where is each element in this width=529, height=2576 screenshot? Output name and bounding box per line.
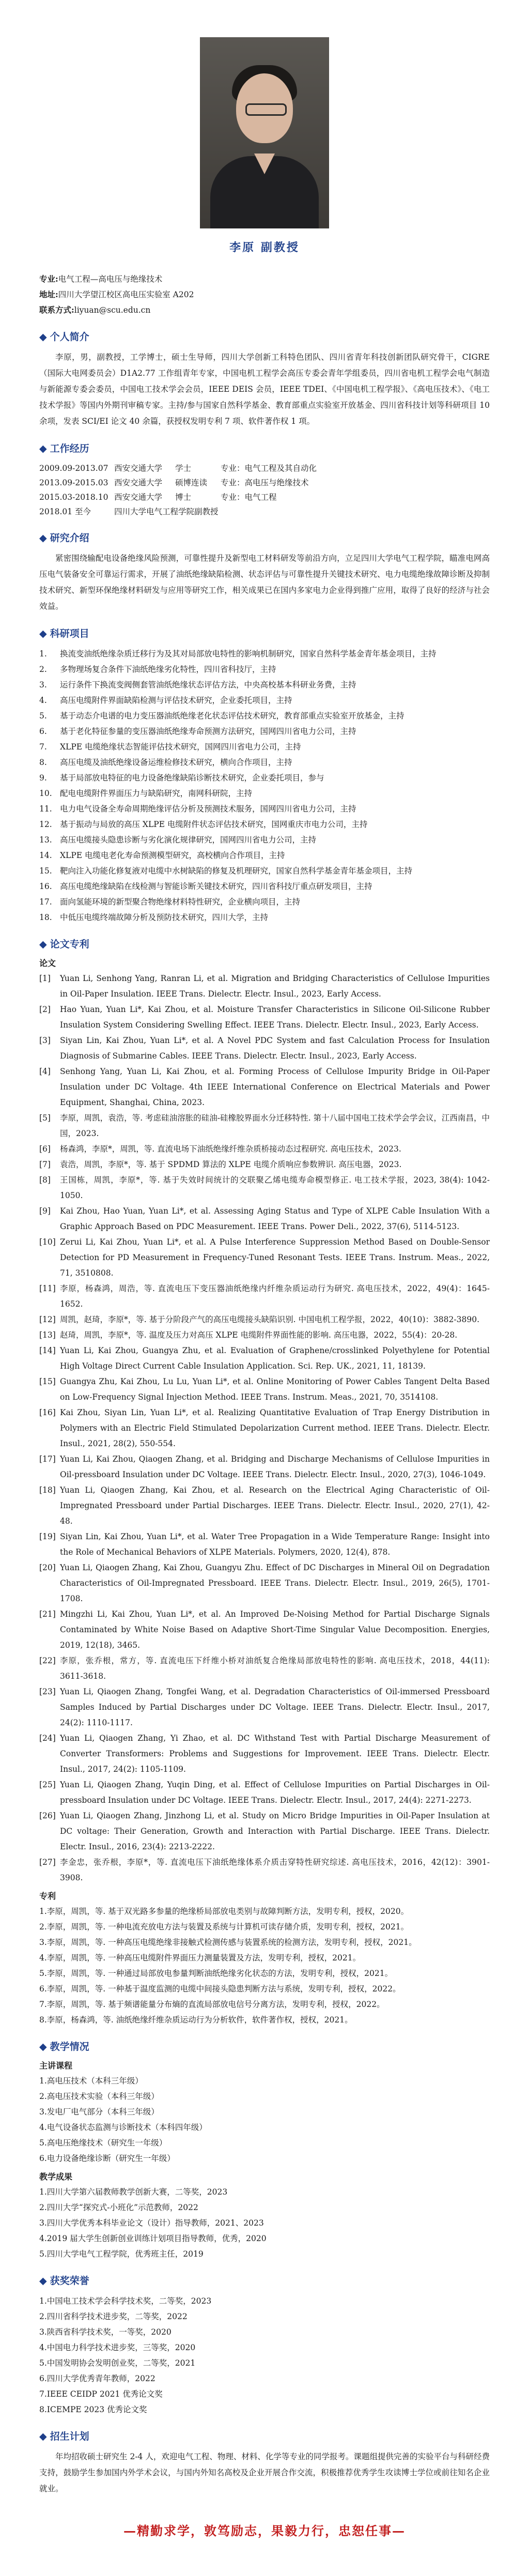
diamond-icon: ◆: [39, 939, 47, 950]
work-major: 专业：电气工程: [221, 493, 277, 502]
course-item: 1.高电压技术（本科三年级）: [39, 2076, 143, 2086]
project-item: [39, 770, 490, 786]
intro-text: 李原，男，副教授，工学博士，硕士生导师，四川大学创新工科特色团队、四川省青年科技创新团队研究骨干，CIGRE（国际大电网委员会）D1A2.77 工作组青年专家，中国电机工程学会高压专委会青年学组委员，四川省电机工程学会电气制造与新能源专委会委员，中国电工技术学会会员，IEEE DEIS 会员，IEEE TDEI、《中国电机工程学报》、《高电压技术》、《电工技术学报》等国内外期刊审稿专家。主持/参与国家自然科学基金、教育部重点实验室开放基金、四川省科技计划等科研项目 10 余项，发表 SCI/EI 论文 40 余篇，获授权发明专利 7 项、软件著作权 1 项。: [39, 352, 490, 426]
paper-item: [39, 1327, 490, 1343]
section-recruit-label: 招生计划: [50, 2431, 89, 2442]
section-projects-title: [39, 626, 490, 640]
paper-item-text: Yuan Li, Qiaogen Zhang, Yuqin Ding, et al. Effect of Cellulose Impurities on Partial Discharges in Oil-pressboard Insulation under DC Voltage. IEEE Trans. Dielectr. Electr. Insul., 2017, 24(4): 2271-2273.: [60, 1780, 490, 1805]
address-value: 四川大学望江校区高电压实验室 A202: [58, 290, 194, 299]
project-item-number: 14.: [39, 851, 52, 860]
paper-item: [39, 1606, 490, 1653]
project-item: [39, 801, 490, 817]
paper-item-text: 袁浩，周凯，李原*，等. 基于 SPDMD 算法的 XLPE 电缆介质响应参数辨识. 高压电器，2023.: [60, 1160, 402, 1169]
paper-item-text: Hao Yuan, Yuan Li*, Kai Zhou, et al. Moisture Transfer Characteristics in Silicone Oil-Silicone Rubber Insulation System Considering Swelling Effect. IEEE Trans. Dielectr. Electr. Insul., 2023, Early Access.: [60, 1005, 490, 1030]
project-item-text: 高压电缆绝缘缺陷在线检测与智能诊断关键技术研究，四川省科技厅重点研发项目，主持: [60, 882, 372, 891]
paper-item: [39, 1451, 490, 1482]
section-awards-label: 获奖荣誉: [50, 2275, 89, 2287]
section-research-title: [39, 530, 490, 544]
project-item-text: 基于老化特征参量的变压器油纸绝缘寿命预测方法研究，国网四川省电力公司，主持: [60, 727, 356, 736]
project-list: [39, 646, 490, 925]
award-list: [39, 2293, 490, 2417]
section-recruit-title: [39, 2429, 490, 2443]
portrait-area: [39, 0, 490, 231]
work-degree: 博士: [175, 493, 192, 502]
paper-item-number: [13]: [39, 1330, 56, 1340]
diamond-icon: ◆: [39, 331, 47, 343]
paper-item-number: [16]: [39, 1408, 56, 1417]
project-item-number: 7.: [39, 742, 47, 752]
paper-item-text: 赵琦，周凯，李原*，等. 温度及压力对高压 XLPE 电缆附件界面性能的影响. 高压电器，2022，55(4)：20-28.: [60, 1330, 458, 1340]
patent-item: 5.李原，周凯，等. 一种通过局部放电参量判断油纸绝缘劣化状态的方法，发明专利，授权，2021。: [39, 1969, 393, 1978]
paper-item-number: [1]: [39, 974, 51, 983]
diamond-icon: ◆: [39, 628, 47, 639]
paper-item-number: [18]: [39, 1485, 56, 1495]
diamond-icon: ◆: [39, 443, 47, 454]
project-item-text: XLPE 电缆绝缘状态智能评估技术研究，国网四川省电力公司，主持: [60, 742, 301, 752]
work-row: [39, 476, 490, 490]
paper-item: [39, 971, 490, 1002]
portrait-glasses: [245, 103, 287, 116]
major-value: 电气工程—高电压与绝缘技术: [58, 274, 163, 284]
work-date: 2013.09-2015.03: [39, 478, 108, 487]
project-item: [39, 863, 490, 879]
paper-item-number: [21]: [39, 1609, 56, 1619]
paper-item-text: 李原，张乔根，常方，等. 直流电压下纤维小桥对油纸复合绝缘局部放电特性的影响. 高电压技术，2018，44(11): 3611-3618.: [60, 1656, 490, 1681]
patent-item: 4.李原，周凯，等. 一种高压电缆附件界面压力测量装置及方法，发明专利，授权，2021。: [39, 1953, 361, 1962]
paper-item: [39, 1684, 490, 1730]
paper-item-number: [22]: [39, 1656, 56, 1665]
paper-item-text: Yuan Li, Kai Zhou, Guangya Zhu, et al. Evaluation of Graphene/crosslinked Polyethylene for Potential High Voltage Direct Current Cable Insulation Application. Sci. Rep. UK., 2021, 11, 18139.: [60, 1346, 490, 1371]
work-date: 2009.09-2013.07: [39, 464, 108, 473]
project-item-text: 运行条件下换流变阀侧套管油纸绝缘状态评估方法，中央高校基本科研业务费，主持: [60, 680, 356, 689]
patent-item: 2.李原，周凯，等. 一种电流充放电方法与装置及系统与计算机可读存储介质，发明专利，授权，2021。: [39, 1922, 409, 1931]
paper-item-text: Yuan Li, Senhong Yang, Ranran Li, et al. Migration and Bridging Characteristics of Cellulose Impurities in Oil-Paper Insulation. IEEE Trans. Dielectr. Electr. Insul., 2023, Early Access.: [60, 974, 490, 999]
section-papers-title: [39, 937, 490, 950]
project-item-text: 高压电缆及油纸绝缘设备运维检修技术研究，横向合作项目，主持: [60, 758, 292, 767]
work-date: 2015.03-2018.10: [39, 493, 108, 502]
portrait-photo: [200, 37, 329, 228]
paper-item-number: [9]: [39, 1206, 51, 1216]
work-major: 专业：高电压与绝缘技术: [221, 478, 309, 487]
patent-item: 3.李原，周凯，等. 一种高压电缆绝缘非接触式检测传感与装置系统的检测方法，发明专利，授权，2021。: [39, 1938, 417, 1947]
recruit-text: 年均招收硕士研究生 2-4 人，欢迎电气工程、物理、材料、化学等专业的同学报考。课题组提供完善的实验平台与科研经费支持，鼓励学生参加国内外学术会议，与国内外知名高校及企业开展合作交流，积极推荐优秀学生攻读博士学位或前往知名企业就业。: [39, 2452, 490, 2493]
work-row: [39, 461, 490, 476]
project-item-number: 2.: [39, 665, 47, 674]
paper-item-number: [2]: [39, 1005, 51, 1014]
project-item-number: 4.: [39, 696, 47, 705]
diamond-icon: ◆: [39, 532, 47, 544]
motto: —精勤求学，敦笃励志，果毅力行，忠恕任事—: [123, 2523, 406, 2538]
paper-item-text: Yuan Li, Qiaogen Zhang, Tongfei Wang, et al. Degradation Characteristics of Oil-immersed Pressboard Samples Induced by Partial Discharges under DC Voltage. IEEE Trans. Dielectr. Electr. Insul., 2017, 24(2): 1110-1117.: [60, 1687, 490, 1727]
patent-list: [39, 1904, 490, 2028]
name-title: 李原 副教授: [229, 241, 300, 254]
paper-item-number: [23]: [39, 1687, 56, 1696]
section-papers-label: 论文专利: [50, 939, 89, 950]
course-item: 2.高电压技术实验（本科三年级）: [39, 2092, 159, 2101]
patents-subtitle: 专利: [39, 1891, 56, 1901]
project-item-text: 基于动态介电谱的电力变压器油纸绝缘老化状态评估技术研究，教育部重点实验室开放基金，主持: [60, 711, 404, 720]
paper-item: [39, 1730, 490, 1777]
paper-item-number: [17]: [39, 1454, 56, 1464]
award-item: 5.中国发明协会发明创业奖，二等奖，2021: [39, 2358, 196, 2368]
project-item: [39, 894, 490, 910]
paper-item-text: Kai Zhou, Hao Yuan, Yuan Li*, et al. Assessing Aging Status and Type of XLPE Cable Insulation With a Graphic Approach Based on PDC Measurement. IEEE Trans. Power Deli., 2022, 37(6), 5114-5123.: [60, 1206, 490, 1231]
section-intro-title: [39, 329, 490, 343]
paper-item-text: Siyan Lin, Kai Zhou, Yuan Li*, et al. Water Tree Propagation in a Wide Temperature Range: Insight into the Role of Mechanical Behaviors of XLPE Materials. Polymers, 2020, 12(4), 878.: [60, 1532, 490, 1557]
contact-label: 联系方式:: [39, 305, 74, 315]
work-date: 2018.01 至今: [39, 507, 91, 516]
courses-subtitle: 主讲课程: [39, 2061, 73, 2071]
teaching-result-item: 3.四川大学优秀本科毕业论文（设计）指导教师，2021、2023: [39, 2218, 264, 2228]
course-item: 3.发电厂电气部分（本科三年级）: [39, 2107, 159, 2117]
paper-item-number: [25]: [39, 1780, 56, 1789]
project-item-number: 15.: [39, 866, 52, 876]
paper-item-number: [6]: [39, 1144, 51, 1154]
project-item-number: 9.: [39, 773, 47, 783]
paper-item: [39, 1110, 490, 1141]
paper-item-number: [20]: [39, 1563, 56, 1572]
address-label: 地址:: [39, 289, 58, 299]
paper-item-number: [27]: [39, 1858, 56, 1867]
award-item: 6.四川大学优秀青年教师，2022: [39, 2374, 155, 2383]
project-item-number: 18.: [39, 913, 52, 922]
work-position: 四川大学电气工程学院副教授: [114, 507, 219, 516]
project-item-number: 11.: [39, 804, 52, 814]
work-school: 西安交通大学: [114, 493, 163, 502]
paper-item: [39, 1343, 490, 1374]
project-item-text: 多物理场复合条件下油纸绝缘劣化特性，四川省科技厅，主持: [60, 665, 276, 674]
section-work-label: 工作经历: [50, 443, 89, 454]
course-item: 4.电气设备状态监测与诊断技术（本科四年级）: [39, 2123, 207, 2132]
paper-item: [39, 1033, 490, 1064]
award-item: 2.四川省科学技术进步奖，二等奖，2022: [39, 2312, 188, 2321]
award-item: 1.中国电工技术学会科学技术奖，二等奖，2023: [39, 2296, 212, 2306]
paper-item: [39, 1560, 490, 1606]
paper-item-text: Zerui Li, Kai Zhou, Yuan Li*, et al. A Pulse Interference Suppression Method Based on Double-Sensor Detection for PD Measurement in Frequency-Tuned Resonant Tests. IEEE Trans. Instrum. Meas., 2022, 71, 3510808.: [60, 1237, 490, 1278]
project-item-text: 换流变油纸绝缘杂质迁移行为及其对局部放电特性的影响机制研究，国家自然科学基金青年基金项目，主持: [60, 649, 437, 658]
project-item-number: 16.: [39, 882, 52, 891]
paper-item: [39, 1374, 490, 1405]
paper-item-text: Siyan Lin, Kai Zhou, Yuan Li*, et al. A Novel PDC System and fast Calculation Process for Insulation Diagnosis of Submarine Cables. IEEE Trans. Dielectr. Electr. Insul., 2023, Early Access.: [60, 1036, 490, 1061]
paper-item-text: 李原，周凯，袁浩，等. 考虑硅油溶胀的硅油-硅橡胶界面水分迁移特性. 第十八届中国电工技术学会学会议，江西南昌，中国，2023.: [60, 1113, 490, 1138]
paper-item-text: Senhong Yang, Yuan Li, Kai Zhou, et al. Forming Process of Cellulose Impurity Bridge in Oil-Paper Insulation under DC Voltage. 4th IEEE International Conference on Electrical Materials and Power Equipment, Shanghai, China, 2023.: [60, 1067, 490, 1107]
project-item: [39, 755, 490, 770]
teaching-result-item: 4.2019 届大学生创新创业训练计划项目指导教师，优秀，2020: [39, 2234, 267, 2243]
paper-item: [39, 1002, 490, 1033]
paper-item: [39, 1234, 490, 1281]
work-school: 西安交通大学: [114, 464, 163, 473]
project-item-text: 靶向注入功能化修复液对电缆中水树缺陷的修复及机理研究，国家自然科学基金青年基金项目，主持: [60, 866, 413, 876]
work-list: [39, 461, 490, 519]
basic-info: [39, 271, 490, 318]
diamond-icon: ◆: [39, 2275, 47, 2287]
paper-item: [39, 1157, 490, 1172]
patent-item: 7.李原，周凯，等. 基于频谱能量分布熵的直流局部放电信号分离方法，发明专利，授权，2022。: [39, 2000, 385, 2009]
project-item-text: 电力电气设备全寿命周期绝缘评估分析及预测技术服务，国网四川省电力公司，主持: [60, 804, 356, 814]
paper-list: [39, 971, 490, 1885]
teaching-result-item: 5.四川大学电气工程学院，优秀班主任，2019: [39, 2249, 204, 2259]
section-intro-label: 个人简介: [50, 331, 89, 343]
paper-item-text: 杨森鸿，李原*，周凯，等. 直流电场下油纸绝缘纤维杂质桥接动态过程研究. 高电压技术，2023.: [60, 1144, 401, 1154]
contact-row: [39, 302, 490, 318]
project-item: [39, 646, 490, 662]
course-item: 5.高电压绝缘技术（研究生一年级）: [39, 2138, 167, 2148]
paper-item-number: [15]: [39, 1377, 56, 1386]
project-item-text: 配电电缆附件界面压力与缺陷研究，南网科研院，主持: [60, 789, 253, 798]
paper-item-number: [5]: [39, 1113, 51, 1123]
work-degree: 硕博连读: [175, 478, 208, 487]
project-item: [39, 693, 490, 708]
paper-item-text: Kai Zhou, Siyan Lin, Yuan Li*, et al. Realizing Quantitative Evaluation of Trap Energy Distribution in Polymers with an Electric Field Stimulated Depolarization Current method. IEEE Trans. Dielectr. Electr. Insul., 2021, 28(2), 550-554.: [60, 1408, 490, 1448]
paper-item-text: Yuan Li, Kai Zhou, Qiaogen Zhang, et al. Bridging and Discharge Mechanisms of Cellulose Impurities in Oil-pressboard Insulation under DC Voltage. IEEE Trans. Dielectr. Electr. Insul., 2020, 27(3), 1046-1049.: [60, 1454, 490, 1479]
diamond-icon: ◆: [39, 2431, 47, 2442]
project-item-number: 3.: [39, 680, 47, 689]
project-item-number: 12.: [39, 820, 52, 829]
work-row: [39, 490, 490, 504]
paper-item-text: Yuan Li, Qiaogen Zhang, Yi Zhao, et al. DC Withstand Test with Partial Discharge Measurement of Converter Transformers: Problems and Suggestions for Improvement. IEEE Trans. Dielectr. Electr. Insul., 2017, 24(2): 1105-1109.: [60, 1734, 490, 1774]
project-item: [39, 786, 490, 801]
section-work-title: [39, 441, 490, 455]
project-item: [39, 832, 490, 848]
contact-email: liyuan@scu.edu.cn: [74, 305, 151, 315]
project-item-number: 5.: [39, 711, 47, 720]
paper-item-text: Yuan Li, Qiaogen Zhang, Kai Zhou, et al. Research on the Electrical Aging Characteristic of Oil-Impregnated Pressboard under Partial Discharges. IEEE Trans. Dielectr. Electr. Insul., 2020, 27(1), 42-48.: [60, 1485, 490, 1526]
project-item-text: 基于振动与局放的高压 XLPE 电缆附件状态评估技术研究，国网重庆市电力公司，主持: [60, 820, 368, 829]
patent-item: 6.李原，周凯，等. 一种基于温度监测的电缆中间接头隐患判断方法与系统，发明专利，授权，2022。: [39, 1984, 401, 1994]
paper-item: [39, 1405, 490, 1451]
project-item: [39, 724, 490, 739]
project-item-text: 基于局部放电特征的电力设备绝缘缺陷诊断技术研究，企业委托项目，参与: [60, 773, 324, 783]
project-item-number: 1.: [39, 649, 47, 658]
project-item-number: 8.: [39, 758, 47, 767]
paper-item: [39, 1808, 490, 1854]
project-item-number: 6.: [39, 727, 47, 736]
papers-subtitle: 论文: [39, 958, 56, 968]
paper-item-text: Yuan Li, Qiaogen Zhang, Kai Zhou, Guangyu Zhu. Effect of DC Discharges in Mineral Oil on Degradation Characteristics of Oil-Impregnated Pressboard. IEEE Trans. Dielectr. Electr. Insul., 2019, 26(5), 1701-1708.: [60, 1563, 490, 1603]
paper-item: [39, 1064, 490, 1110]
section-research-label: 研究介绍: [50, 532, 89, 544]
paper-item-number: [3]: [39, 1036, 51, 1045]
paper-item: [39, 1482, 490, 1529]
section-teaching-title: [39, 2039, 490, 2053]
course-list: [39, 2073, 490, 2166]
section-projects-label: 科研项目: [50, 628, 89, 639]
project-item-text: 面向氢能环境的新型聚合物绝缘材料特性研究，企业横向项目，主持: [60, 897, 301, 907]
paper-item-number: [19]: [39, 1532, 56, 1541]
section-awards-title: [39, 2273, 490, 2287]
project-item-text: 中低压电缆终端故障分析及预防技术研究，四川大学，主持: [60, 913, 269, 922]
paper-item-number: [8]: [39, 1175, 51, 1185]
work-degree: 学士: [175, 464, 192, 473]
section-teaching-label: 教学情况: [50, 2041, 89, 2052]
project-item-text: XLPE 电缆电老化寿命预测模型研究，高校横向合作项目，主持: [60, 851, 285, 860]
project-item: [39, 708, 490, 724]
paper-item-text: Yuan Li, Qiaogen Zhang, Jinzhong Li, et al. Study on Micro Bridge Impurities in Oil-Paper Insulation at DC voltage: Their Generation, Growth and Interaction with Partial Discharge. IEEE Trans. Dielectr. Electr. Insul., 2016, 23(4): 2213-2222.: [60, 1811, 490, 1851]
major-label: 专业:: [39, 274, 58, 284]
award-item: 7.IEEE CEIDP 2021 优秀论文奖: [39, 2389, 163, 2399]
award-item: 3.陕西省科学技术奖，一等奖，2020: [39, 2327, 172, 2337]
paper-item-text: Guangya Zhu, Kai Zhou, Lu Lu, Yuan Li*, et al. Online Monitoring of Power Cables Tangent Delta Based on Low-Frequency Signal Injection Method. IEEE Trans. Instrum. Meas., 2021, 70, 3514108.: [60, 1377, 490, 1402]
project-item: [39, 848, 490, 863]
project-item-number: 17.: [39, 897, 52, 907]
paper-item-number: [11]: [39, 1284, 56, 1293]
project-item-number: 10.: [39, 789, 52, 798]
teaching-result-item: 1.四川大学第六届教师教学创新大赛，二等奖，2023: [39, 2187, 228, 2197]
paper-item-text: 李原，杨森鸿，周浩，等. 直流电压下变压器油纸绝缘内纤维杂质运动行为研究. 高电压技术，2022，49(4)：1645-1652.: [60, 1284, 490, 1309]
paper-item-text: 周凯，赵琦，李原*，等. 基于分阶段产气的高压电缆接头缺陷识别. 中国电机工程学报，2022，40(10)：3882-3890.: [60, 1315, 480, 1324]
paper-item: [39, 1312, 490, 1327]
course-item: 6.电力设备绝缘诊断（研究生一年级）: [39, 2154, 175, 2163]
project-item: [39, 817, 490, 832]
teaching-result-item: 2.四川大学“探究式-小班化”示范教师，2022: [39, 2203, 198, 2212]
project-item: [39, 910, 490, 925]
project-item-text: 高压电缆附件界面缺陷检测与评估技术研究，企业委托项目，主持: [60, 696, 292, 705]
paper-item-number: [26]: [39, 1811, 56, 1820]
work-school: 西安交通大学: [114, 478, 163, 487]
project-item: [39, 677, 490, 693]
project-item: [39, 879, 490, 894]
award-item: 4.中国电力科学技术进步奖，三等奖，2020: [39, 2343, 196, 2352]
paper-item: [39, 1172, 490, 1203]
paper-item-number: [14]: [39, 1346, 56, 1355]
research-text: 紧密围绕输配电设备绝缘风险预测，可靠性提升及新型电工材料研发等前沿方向，立足四川大学电气工程学院，瞄准电网高压电气装备安全可靠运行需求，开展了油纸绝缘缺陷检测、状态评估与可靠性提升关键技术研究、电力电缆绝缘故障诊断及抑制技术研究、新型环保绝缘材料研发与应用等研究工作，相关成果已在国内多家电力企业得到推广应用，取得了良好的经济与社会效益。: [39, 554, 490, 611]
address-row: [39, 287, 490, 302]
paper-item: [39, 1141, 490, 1157]
project-item: [39, 662, 490, 677]
patent-item: 8.李原，杨森鸿，等. 油纸绝缘纤维杂质运动行为分析软件，软件著作权，授权，2021。: [39, 2015, 353, 2025]
project-item: [39, 739, 490, 755]
paper-item-number: [12]: [39, 1315, 56, 1324]
teaching-results-subtitle: 教学成果: [39, 2172, 73, 2182]
paper-item-number: [4]: [39, 1067, 51, 1076]
paper-item: [39, 1281, 490, 1312]
paper-item-text: 王国栋，周凯，李原*，等. 基于失效时间统计的交联聚乙烯电缆寿命模型修正. 电工技术学报，2023, 38(4): 1042-1050.: [60, 1175, 490, 1200]
paper-item: [39, 1777, 490, 1808]
paper-item: [39, 1854, 490, 1885]
project-item-text: 高压电缆接头隐患诊断与劣化演化规律研究，国网四川省电力公司，主持: [60, 835, 317, 845]
paper-item-number: [10]: [39, 1237, 56, 1247]
paper-item: [39, 1203, 490, 1234]
paper-item-number: [7]: [39, 1160, 51, 1169]
paper-item: [39, 1653, 490, 1684]
paper-item-number: [24]: [39, 1734, 56, 1743]
project-item-number: 13.: [39, 835, 52, 845]
work-row: [39, 504, 490, 519]
paper-item: [39, 1529, 490, 1560]
major-row: [39, 271, 490, 287]
patent-item: 1.李原，周凯，等. 基于双光路多参量的绝缘桥局部放电类别与故障判断方法，发明专利，授权，2020。: [39, 1907, 409, 1916]
teaching-result-list: [39, 2184, 490, 2262]
diamond-icon: ◆: [39, 2041, 47, 2052]
award-item: 8.ICEMPE 2023 优秀论文奖: [39, 2405, 147, 2414]
work-major: 专业：电气工程及其自动化: [221, 464, 317, 473]
paper-item-text: Mingzhi Li, Kai Zhou, Yuan Li*, et al. An Improved De-Noising Method for Partial Discharge Signals Contaminated by White Noise Based on Adaptive Short-Time Singular Value Decomposition. Energies, 2019, 12(18), 3465.: [60, 1609, 490, 1650]
paper-item-text: 李金忠，张乔根，李原*，等. 直流电压下油纸绝缘体系介质击穿特性研究综述. 高电压技术，2016，42(12)：3901-3908.: [60, 1858, 490, 1882]
